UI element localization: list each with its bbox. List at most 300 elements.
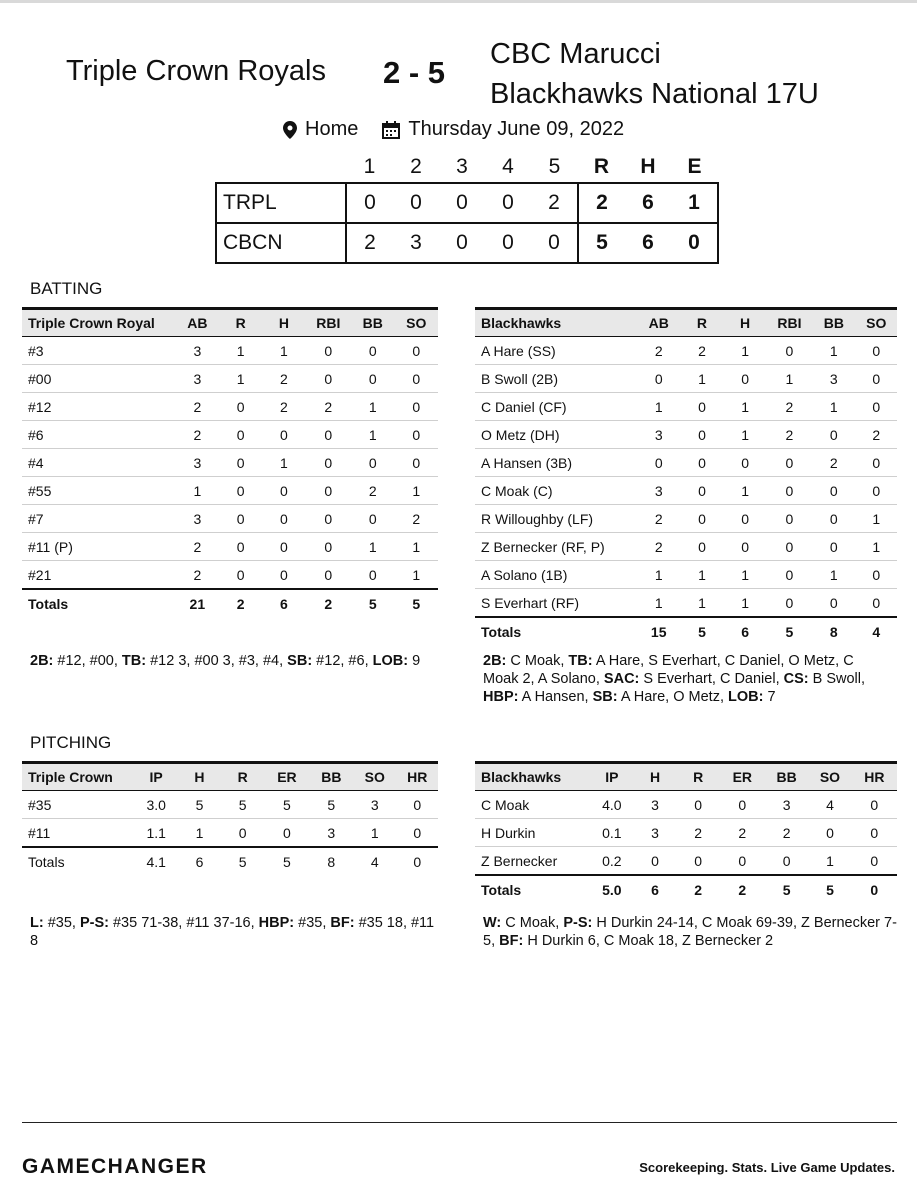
stat-cell: 1 — [680, 365, 723, 393]
table-row — [22, 421, 438, 449]
total-errors: 0 — [671, 223, 718, 263]
stats-header-row — [22, 309, 438, 337]
note-label: P-S: — [79, 915, 109, 931]
stat-cell: 4 — [808, 791, 851, 819]
stat-cell: 0 — [856, 365, 897, 393]
stat-cell: 1 — [394, 561, 438, 590]
note-text: A Hare, O Metz, — [617, 689, 729, 705]
total-cell: 0 — [396, 847, 438, 875]
column-header: RBI — [306, 309, 352, 337]
column-header: H — [634, 763, 677, 791]
stat-cell: 0 — [219, 421, 262, 449]
column-header: BB — [765, 763, 808, 791]
inning-runs: 0 — [502, 191, 514, 214]
stat-cell: 1 — [767, 365, 812, 393]
total-cell: 0 — [852, 875, 897, 903]
stat-cell: 2 — [767, 393, 812, 421]
note-text: 9 — [408, 653, 421, 669]
stat-cell: 0 — [637, 365, 680, 393]
stat-cell: 5 — [221, 791, 264, 819]
column-header: SO — [353, 763, 396, 791]
stat-cell: 0 — [856, 561, 897, 589]
totals-label: Totals — [22, 847, 134, 875]
line-score-header-row — [216, 152, 718, 183]
note-label: CS: — [783, 671, 809, 687]
pitching-notes-home — [483, 914, 898, 950]
stat-cell: 1 — [262, 337, 305, 365]
stats-header-row — [475, 309, 897, 337]
player-name: B Swoll (2B) — [475, 365, 637, 393]
stat-cell: 1 — [724, 589, 767, 618]
stat-cell: 0 — [396, 791, 438, 819]
stat-cell: 0 — [856, 393, 897, 421]
table-row — [22, 819, 438, 848]
column-header: R — [219, 309, 262, 337]
note-label: HBP: — [483, 689, 519, 705]
stat-cell: 1.1 — [134, 819, 177, 848]
table-row — [475, 533, 897, 561]
top-border — [0, 0, 917, 3]
stat-cell: 0 — [306, 421, 352, 449]
stat-cell: 0 — [812, 533, 855, 561]
stat-cell: 0 — [767, 449, 812, 477]
gamechanger-logo: GAMECHANGER — [22, 1155, 208, 1178]
column-header: Triple Crown — [22, 763, 134, 791]
table-row — [22, 561, 438, 590]
inning-runs: 0 — [456, 231, 468, 254]
note-label: 2B: — [30, 653, 54, 669]
stat-cell: 0 — [767, 561, 812, 589]
stat-cell: 0 — [720, 847, 765, 876]
total-cell: 6 — [634, 875, 677, 903]
stat-cell: 0 — [856, 589, 897, 618]
stat-cell: 5 — [264, 791, 309, 819]
stat-cell: 1 — [394, 533, 438, 561]
total-cell: 5 — [351, 589, 394, 617]
stat-cell: 0 — [680, 393, 723, 421]
note-label: W: — [483, 915, 502, 931]
note-text: A Hare, S Everhart, C Daniel, O Metz, C Moak 2, A Solano, — [483, 653, 854, 687]
totals-label: Totals — [22, 589, 176, 617]
stat-cell: 2 — [262, 365, 305, 393]
batting-table-away — [22, 307, 438, 617]
final-score: 2 - 5 — [383, 55, 446, 90]
location-pin-icon — [283, 121, 299, 139]
hits-header: H — [640, 155, 656, 178]
player-name: A Hare (SS) — [475, 337, 637, 365]
stat-cell: 0 — [219, 449, 262, 477]
inning-runs: 2 — [364, 231, 376, 254]
game-date: Thursday June 09, 2022 — [408, 118, 625, 140]
column-header: ER — [264, 763, 309, 791]
stat-cell: 0 — [262, 421, 305, 449]
pitching-table-home — [475, 761, 897, 903]
column-header: HR — [396, 763, 438, 791]
table-row — [22, 365, 438, 393]
stat-cell: 2 — [680, 337, 723, 365]
column-header: H — [262, 309, 305, 337]
note-text: B Swoll, — [808, 671, 866, 687]
game-meta — [283, 118, 624, 141]
column-header: SO — [856, 309, 897, 337]
total-cell: 5 — [221, 847, 264, 875]
stat-cell: 3.0 — [134, 791, 177, 819]
note-label: TB: — [568, 653, 593, 669]
stat-cell: 0 — [812, 421, 855, 449]
total-cell: 4 — [353, 847, 396, 875]
stat-cell: 0 — [767, 505, 812, 533]
player-name: #00 — [22, 365, 176, 393]
stat-cell: 0 — [306, 477, 352, 505]
player-name: S Everhart (RF) — [475, 589, 637, 618]
stat-cell: 2 — [765, 819, 808, 847]
stat-cell: 0 — [812, 505, 855, 533]
column-header: RBI — [767, 309, 812, 337]
player-name: A Solano (1B) — [475, 561, 637, 589]
stat-cell: 3 — [812, 365, 855, 393]
stat-cell: 2 — [637, 533, 680, 561]
note-text: A Hansen, — [518, 689, 593, 705]
player-name: A Hansen (3B) — [475, 449, 637, 477]
table-row — [475, 421, 897, 449]
stat-cell: 2 — [856, 421, 897, 449]
team-abbr: TRPL — [216, 183, 346, 223]
column-header: BB — [812, 309, 855, 337]
note-label: 2B: — [483, 653, 507, 669]
total-cell: 8 — [812, 617, 855, 645]
inning-header: 4 — [502, 155, 514, 178]
stat-cell: 0 — [680, 449, 723, 477]
stat-cell: 0 — [351, 449, 394, 477]
total-cell: 5 — [808, 875, 851, 903]
stat-cell: 1 — [219, 337, 262, 365]
inning-runs: 0 — [364, 191, 376, 214]
stat-cell: 0 — [394, 393, 438, 421]
table-row — [22, 477, 438, 505]
stat-cell: 0 — [856, 337, 897, 365]
stat-cell: 1 — [351, 421, 394, 449]
stat-cell: 1 — [394, 477, 438, 505]
inning-runs: 3 — [410, 231, 422, 254]
player-name: C Moak (C) — [475, 477, 637, 505]
team-abbr: CBCN — [216, 223, 346, 263]
stat-cell: 1 — [262, 449, 305, 477]
player-name: #11 (P) — [22, 533, 176, 561]
note-label: BF: — [330, 915, 355, 931]
stat-cell: 0 — [680, 477, 723, 505]
errors-header: E — [687, 155, 702, 178]
table-row — [475, 847, 897, 876]
note-text: 7 — [763, 689, 776, 705]
stat-cell: 0 — [767, 533, 812, 561]
stat-cell: 1 — [808, 847, 851, 876]
stat-cell: 2 — [637, 337, 680, 365]
stat-cell: 1 — [856, 533, 897, 561]
total-cell: 21 — [176, 589, 219, 617]
stat-cell: 0 — [262, 505, 305, 533]
stat-cell: 0 — [724, 533, 767, 561]
line-score-row-home — [216, 223, 718, 263]
stat-cell: 2 — [394, 505, 438, 533]
stat-cell: 2 — [176, 421, 219, 449]
table-row — [475, 791, 897, 819]
stat-cell: 0 — [219, 561, 262, 590]
total-hits: 6 — [642, 191, 654, 214]
pitching-notes-away — [30, 914, 440, 950]
stat-cell: 2 — [306, 393, 352, 421]
column-header: H — [724, 309, 767, 337]
runs-header: R — [593, 155, 610, 178]
stat-cell: 1 — [353, 819, 396, 848]
inning-header: 1 — [363, 155, 376, 178]
stat-cell: 0 — [306, 505, 352, 533]
note-text: C Moak, — [506, 653, 569, 669]
stat-cell: 0 — [219, 393, 262, 421]
stat-cell: 3 — [637, 421, 680, 449]
line-score-row-away — [216, 183, 718, 223]
player-name: #21 — [22, 561, 176, 590]
stat-cell: 1 — [724, 393, 767, 421]
game-location: Home — [305, 118, 359, 140]
stat-cell: 0 — [262, 561, 305, 590]
stat-cell: 0 — [396, 819, 438, 848]
stat-cell: 2 — [351, 477, 394, 505]
note-text: #35 18, #11 8 — [30, 915, 435, 949]
stat-cell: 0 — [264, 819, 309, 848]
table-row — [475, 449, 897, 477]
note-text: H Durkin 6, C Moak 18, Z Bernecker 2 — [523, 933, 774, 949]
column-header: R — [677, 763, 720, 791]
line-score-table — [215, 152, 719, 264]
stat-cell: 0 — [724, 449, 767, 477]
note-text: #12 3, #00 3, #3, #4, — [146, 653, 288, 669]
total-cell: 5 — [765, 875, 808, 903]
total-cell: 15 — [637, 617, 680, 645]
stat-cell: 0 — [634, 847, 677, 876]
stat-cell: 0 — [767, 589, 812, 618]
table-row — [22, 505, 438, 533]
table-row — [475, 477, 897, 505]
stat-cell: 2 — [637, 505, 680, 533]
note-text: #12, #6, — [312, 653, 373, 669]
stat-cell: 0 — [680, 533, 723, 561]
stat-cell: 2 — [677, 819, 720, 847]
stat-cell: 0 — [677, 791, 720, 819]
total-cell: 8 — [310, 847, 353, 875]
inning-runs: 0 — [548, 231, 560, 254]
column-header: HR — [852, 763, 897, 791]
stat-cell: 1 — [680, 561, 723, 589]
table-row — [475, 365, 897, 393]
note-label: SAC: — [603, 671, 640, 687]
total-cell: 2 — [306, 589, 352, 617]
player-name: #12 — [22, 393, 176, 421]
note-text: S Everhart, C Daniel, — [639, 671, 784, 687]
stat-cell: 1 — [351, 533, 394, 561]
column-header: Blackhawks — [475, 309, 637, 337]
stat-cell: 1 — [219, 365, 262, 393]
table-row — [475, 589, 897, 618]
column-header: SO — [808, 763, 851, 791]
stat-cell: 2 — [767, 421, 812, 449]
batting-notes-away — [30, 652, 425, 670]
stat-cell: 0 — [680, 421, 723, 449]
stat-cell: 0 — [351, 337, 394, 365]
player-name: #55 — [22, 477, 176, 505]
batting-table-home — [475, 307, 897, 645]
note-text: #35, — [43, 915, 80, 931]
totals-row — [475, 875, 897, 903]
column-header: R — [221, 763, 264, 791]
home-team-name-line1: CBC Marucci — [490, 38, 661, 70]
stat-cell: 0 — [394, 449, 438, 477]
column-header: IP — [134, 763, 177, 791]
player-name: C Daniel (CF) — [475, 393, 637, 421]
stat-cell: 3 — [176, 365, 219, 393]
stat-cell: 0 — [677, 847, 720, 876]
note-label: HBP: — [258, 915, 295, 931]
total-hits: 6 — [642, 231, 654, 254]
table-row — [22, 791, 438, 819]
player-name: #7 — [22, 505, 176, 533]
table-row — [22, 533, 438, 561]
player-name: #11 — [22, 819, 134, 848]
inning-header: 2 — [410, 155, 422, 178]
stat-cell: 1 — [178, 819, 221, 848]
stat-cell: 2 — [176, 561, 219, 590]
table-row — [22, 337, 438, 365]
stat-cell: 0 — [306, 561, 352, 590]
stat-cell: 3 — [310, 819, 353, 848]
stat-cell: 0 — [262, 533, 305, 561]
stat-cell: 0 — [856, 449, 897, 477]
pitching-section-title: PITCHING — [30, 733, 112, 752]
player-name: #35 — [22, 791, 134, 819]
inning-runs: 0 — [456, 191, 468, 214]
stat-cell: 0 — [767, 477, 812, 505]
stat-cell: 0 — [720, 791, 765, 819]
total-cell: 5 — [264, 847, 309, 875]
stat-cell: 0 — [306, 337, 352, 365]
stat-cell: 1 — [856, 505, 897, 533]
stat-cell: 3 — [637, 477, 680, 505]
stat-cell: 0 — [394, 365, 438, 393]
note-label: LOB: — [372, 653, 409, 669]
stat-cell: 1 — [680, 589, 723, 618]
stat-cell: 0 — [724, 505, 767, 533]
stat-cell: 0 — [219, 505, 262, 533]
stat-cell: 0 — [724, 365, 767, 393]
stat-cell: 0 — [856, 477, 897, 505]
calendar-icon — [382, 121, 402, 139]
stat-cell: 1 — [812, 561, 855, 589]
total-cell: 2 — [677, 875, 720, 903]
stat-cell: 3 — [176, 505, 219, 533]
total-cell: 2 — [219, 589, 262, 617]
stats-header-row — [22, 763, 438, 791]
column-header: BB — [351, 309, 394, 337]
footer-divider — [22, 1122, 897, 1123]
stat-cell: 3 — [765, 791, 808, 819]
stat-cell: 0 — [306, 533, 352, 561]
footer-tagline: Scorekeeping. Stats. Live Game Updates. — [639, 1160, 895, 1175]
inning-runs: 0 — [410, 191, 422, 214]
player-name: #3 — [22, 337, 176, 365]
total-cell: 5.0 — [590, 875, 633, 903]
stat-cell: 3 — [353, 791, 396, 819]
stat-cell: 0 — [394, 337, 438, 365]
home-team-name-line2: Blackhawks National 17U — [490, 78, 819, 110]
totals-label: Totals — [475, 617, 637, 645]
note-label: P-S: — [563, 915, 593, 931]
inning-runs: 0 — [502, 231, 514, 254]
stat-cell: 1 — [176, 477, 219, 505]
stat-cell: 3 — [634, 819, 677, 847]
stat-cell: 0 — [262, 477, 305, 505]
total-runs: 2 — [578, 183, 625, 223]
player-name: Z Bernecker — [475, 847, 590, 876]
table-row — [475, 337, 897, 365]
column-header: Blackhawks — [475, 763, 590, 791]
column-header: AB — [637, 309, 680, 337]
total-cell: 5 — [680, 617, 723, 645]
total-cell: 6 — [178, 847, 221, 875]
stat-cell: 0 — [852, 791, 897, 819]
stat-cell: 1 — [724, 561, 767, 589]
note-text: H Durkin 24-14, C Moak 69-39, Z Bernecker 7-5, — [483, 915, 897, 949]
table-row — [475, 561, 897, 589]
stat-cell: 5 — [310, 791, 353, 819]
inning-runs: 2 — [548, 191, 560, 214]
player-name: R Willoughby (LF) — [475, 505, 637, 533]
column-header: SO — [394, 309, 438, 337]
column-header: IP — [590, 763, 633, 791]
stat-cell: 1 — [351, 393, 394, 421]
total-cell: 6 — [262, 589, 305, 617]
player-name: H Durkin — [475, 819, 590, 847]
note-label: BF: — [499, 933, 524, 949]
note-label: SB: — [287, 653, 313, 669]
note-label: TB: — [121, 653, 147, 669]
table-row — [475, 819, 897, 847]
totals-row — [22, 589, 438, 617]
stat-cell: 0 — [221, 819, 264, 848]
note-text: #12, #00, — [53, 653, 122, 669]
stat-cell: 0 — [219, 477, 262, 505]
stat-cell: 0 — [394, 421, 438, 449]
player-name: #6 — [22, 421, 176, 449]
stat-cell: 5 — [178, 791, 221, 819]
away-team-name: Triple Crown Royals — [66, 55, 326, 87]
batting-section-title: BATTING — [30, 279, 103, 298]
total-runs: 5 — [578, 223, 625, 263]
total-errors: 1 — [671, 183, 718, 223]
player-name: Z Bernecker (RF, P) — [475, 533, 637, 561]
stat-cell: 0 — [812, 589, 855, 618]
inning-header: 5 — [548, 155, 561, 178]
stat-cell: 1 — [724, 337, 767, 365]
stat-cell: 2 — [176, 533, 219, 561]
note-label: L: — [30, 915, 44, 931]
stat-cell: 3 — [176, 449, 219, 477]
stat-cell: 1 — [637, 589, 680, 618]
column-header: H — [178, 763, 221, 791]
stat-cell: 0 — [637, 449, 680, 477]
column-header: Triple Crown Royal — [22, 309, 176, 337]
stats-header-row — [475, 763, 897, 791]
stat-cell: 0 — [680, 505, 723, 533]
stat-cell: 0 — [852, 847, 897, 876]
